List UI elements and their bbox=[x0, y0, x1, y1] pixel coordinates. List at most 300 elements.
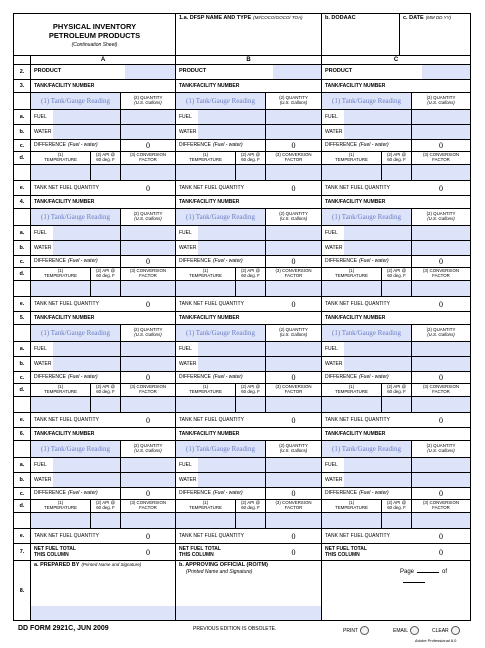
form-title-block bbox=[14, 14, 176, 55]
row-number: e. bbox=[14, 181, 31, 195]
product-label: PRODUCT bbox=[325, 68, 353, 75]
product-input[interactable] bbox=[422, 65, 470, 79]
difference-cell-b bbox=[176, 140, 322, 151]
difference-label bbox=[176, 488, 266, 499]
temp-header-cell-b bbox=[176, 384, 322, 396]
net-total-line1: NET FUEL TOTAL bbox=[34, 546, 76, 552]
conversion-input[interactable] bbox=[121, 513, 175, 528]
difference-label bbox=[322, 372, 412, 383]
factor-label: FACTOR bbox=[139, 157, 157, 162]
form-title-line1: PHYSICAL INVENTORY bbox=[52, 22, 137, 31]
temperature-input[interactable] bbox=[31, 281, 91, 296]
conversion-input[interactable] bbox=[266, 513, 321, 528]
temp-header-cell-c bbox=[322, 152, 470, 164]
conversion-input[interactable] bbox=[412, 281, 470, 296]
approving-label: b. APPROVING OFFICIAL (RO/TM) bbox=[179, 562, 268, 568]
difference-value: 0 bbox=[439, 373, 443, 382]
column-letters-row bbox=[14, 56, 470, 65]
conversion-header bbox=[121, 268, 175, 280]
water-quantity-input[interactable] bbox=[121, 473, 175, 487]
net-total-label bbox=[176, 544, 266, 560]
fuel-water-hint: (Fuel - water) bbox=[67, 374, 98, 380]
fuel-gauge-input[interactable] bbox=[53, 342, 121, 356]
temperature-input[interactable] bbox=[322, 165, 382, 180]
fuel-label: FUEL bbox=[325, 113, 338, 120]
fuel-water-hint: (Fuel - water) bbox=[212, 142, 243, 148]
water-label: WATER bbox=[34, 128, 52, 135]
water-quantity-input[interactable] bbox=[121, 125, 175, 139]
tank-net-cell-c bbox=[322, 529, 470, 543]
tank-net-cell-c bbox=[322, 413, 470, 427]
tank-net-row bbox=[14, 413, 470, 428]
water-quantity-input[interactable] bbox=[412, 241, 470, 255]
quantity-header bbox=[121, 209, 175, 225]
temperature-input[interactable] bbox=[322, 397, 382, 412]
api-input[interactable] bbox=[382, 281, 412, 296]
tank-facility-label: TANK/FACILITY NUMBER bbox=[179, 82, 240, 89]
tank-facility-label: TANK/FACILITY NUMBER bbox=[179, 198, 240, 205]
tank-facility-label: TANK/FACILITY NUMBER bbox=[179, 314, 240, 321]
difference-text: DIFFERENCE bbox=[325, 258, 357, 264]
api-header bbox=[236, 384, 266, 396]
conversion-label: (3) CONVERSION bbox=[422, 268, 460, 274]
date-label bbox=[400, 14, 470, 22]
conversion-input[interactable] bbox=[121, 165, 175, 180]
email-label: EMAIL bbox=[393, 627, 409, 634]
quantity-label: (2) QUANTITY bbox=[279, 95, 308, 101]
fuel-label: FUEL bbox=[325, 461, 338, 468]
tank-net-cell-a bbox=[31, 413, 176, 427]
factor-label: FACTOR bbox=[284, 389, 303, 394]
email-button[interactable] bbox=[393, 626, 419, 635]
difference-text: DIFFERENCE bbox=[179, 374, 211, 380]
temperature-num: (1) bbox=[202, 152, 209, 158]
column-letter-a: A bbox=[31, 56, 176, 64]
row-number: d. bbox=[14, 384, 31, 396]
fuel-quantity-input[interactable] bbox=[121, 226, 175, 240]
conversion-input[interactable] bbox=[412, 397, 470, 412]
net-total-line2: THIS COLUMN bbox=[325, 552, 360, 558]
api-input[interactable] bbox=[382, 513, 412, 528]
water-cell-c bbox=[322, 357, 470, 371]
water-quantity-input[interactable] bbox=[266, 357, 321, 371]
fuel-quantity-input[interactable] bbox=[266, 226, 321, 240]
water-gauge-input[interactable] bbox=[198, 473, 266, 487]
temperature-header bbox=[322, 500, 382, 512]
dfsp-name-field[interactable] bbox=[176, 14, 322, 55]
temperature-input[interactable] bbox=[176, 513, 236, 528]
water-gauge-input[interactable] bbox=[53, 473, 121, 487]
api-label: (2) API @ bbox=[240, 384, 261, 390]
fuel-cell-b bbox=[176, 110, 322, 124]
tank-gauge-reading-input[interactable]: (1) Tank/Gauge Reading bbox=[322, 93, 412, 109]
api-input[interactable] bbox=[91, 513, 121, 528]
us-gallons-label: (U.S. Gallons) bbox=[427, 216, 455, 221]
page-input[interactable] bbox=[417, 565, 439, 573]
tank-net-value: 0 bbox=[291, 415, 296, 425]
fuel-label: FUEL bbox=[179, 113, 192, 120]
difference-label bbox=[176, 256, 266, 267]
api-input[interactable] bbox=[91, 397, 121, 412]
tank-facility-row bbox=[14, 428, 470, 441]
water-gauge-input[interactable] bbox=[344, 241, 412, 255]
fuel-gauge-input[interactable] bbox=[198, 226, 266, 240]
quantity-header bbox=[412, 325, 470, 341]
dfsp-label-text: 1.a. DFSP NAME AND TYPE bbox=[179, 15, 252, 21]
water-cell-c bbox=[322, 473, 470, 487]
clear-radio-icon[interactable] bbox=[451, 626, 460, 635]
temperature-num: (1) bbox=[348, 500, 355, 506]
fuel-label: FUEL bbox=[325, 345, 338, 352]
quantity-header bbox=[412, 93, 470, 109]
us-gallons-label: (U.S. Gallons) bbox=[427, 332, 455, 337]
fuel-gauge-input[interactable] bbox=[53, 458, 121, 472]
quantity-label: (2) QUANTITY bbox=[426, 211, 456, 217]
water-cell-a bbox=[31, 125, 176, 139]
api-label: (2) API @ bbox=[386, 384, 407, 390]
quantity-label: (2) QUANTITY bbox=[279, 443, 308, 449]
api-label: (2) API @ bbox=[95, 500, 116, 506]
tank-net-row bbox=[14, 181, 470, 196]
quantity-label: (2) QUANTITY bbox=[426, 443, 456, 449]
fuel-quantity-input[interactable] bbox=[121, 110, 175, 124]
fuel-label: FUEL bbox=[34, 345, 47, 352]
api-input[interactable] bbox=[382, 397, 412, 412]
row-number: b. bbox=[14, 473, 31, 487]
net-fuel-total-row bbox=[14, 544, 470, 561]
difference-row bbox=[14, 256, 470, 268]
difference-cell-c bbox=[322, 256, 470, 267]
water-gauge-input[interactable] bbox=[198, 241, 266, 255]
difference-label bbox=[31, 488, 121, 499]
api-deg-label: 60 deg. F bbox=[96, 157, 115, 162]
temperature-input[interactable] bbox=[31, 513, 91, 528]
approving-input[interactable] bbox=[176, 606, 321, 620]
difference-cell-c bbox=[322, 372, 470, 383]
us-gallons-label: (U.S. Gallons) bbox=[427, 448, 455, 453]
quantity-label: (2) QUANTITY bbox=[133, 443, 163, 449]
water-gauge-input[interactable] bbox=[53, 357, 121, 371]
row-number bbox=[14, 325, 31, 341]
net-total-line2: THIS COLUMN bbox=[34, 552, 69, 558]
difference-value: 0 bbox=[291, 373, 296, 382]
row-number: 4. bbox=[14, 196, 31, 208]
water-cell-c bbox=[322, 125, 470, 139]
water-quantity-input[interactable] bbox=[266, 125, 321, 139]
temperature-label: TEMPERATURE bbox=[44, 505, 77, 510]
tank-gauge-reading-input[interactable]: (1) Tank/Gauge Reading bbox=[176, 441, 266, 457]
fuel-cell-a bbox=[31, 342, 176, 356]
clear-button[interactable] bbox=[432, 626, 460, 635]
tank-gauge-reading-input[interactable]: (1) Tank/Gauge Reading bbox=[176, 325, 266, 341]
tank-gauge-reading-input[interactable]: (1) Tank/Gauge Reading bbox=[31, 441, 121, 457]
temperature-input[interactable] bbox=[176, 165, 236, 180]
temperature-header bbox=[322, 268, 382, 280]
fuel-water-hint: (Fuel - water) bbox=[212, 374, 243, 380]
difference-value: 0 bbox=[291, 489, 296, 498]
tank-facility-label: TANK/FACILITY NUMBER bbox=[179, 430, 240, 437]
tank-net-value: 0 bbox=[291, 531, 296, 541]
temp-header-cell-c bbox=[322, 268, 470, 280]
difference-text: DIFFERENCE bbox=[34, 490, 66, 496]
api-header bbox=[91, 500, 121, 512]
fuel-cell-c bbox=[322, 458, 470, 472]
temp-input-cell-c bbox=[322, 165, 470, 180]
tank-facility-label: TANK/FACILITY NUMBER bbox=[34, 198, 95, 205]
net-total-line1: NET FUEL TOTAL bbox=[325, 546, 367, 552]
conversion-input[interactable] bbox=[266, 165, 321, 180]
fuel-gauge-input[interactable] bbox=[344, 458, 412, 472]
temperature-input[interactable] bbox=[176, 281, 236, 296]
gauge-header-cell-a bbox=[31, 209, 176, 225]
fuel-gauge-input[interactable] bbox=[198, 342, 266, 356]
api-input[interactable] bbox=[236, 513, 266, 528]
api-input[interactable] bbox=[91, 281, 121, 296]
water-cell-b bbox=[176, 357, 322, 371]
api-input[interactable] bbox=[236, 281, 266, 296]
row-number: 5. bbox=[14, 312, 31, 324]
temperature-header bbox=[176, 500, 236, 512]
difference-text: DIFFERENCE bbox=[325, 374, 357, 380]
gauge-header-cell-c bbox=[322, 209, 470, 225]
water-gauge-input[interactable] bbox=[198, 357, 266, 371]
row-number: a. bbox=[14, 226, 31, 240]
row-number: 7. bbox=[14, 544, 31, 560]
tank-net-cell-a bbox=[31, 181, 176, 195]
temperature-label: TEMPERATURE bbox=[44, 273, 77, 278]
temp-header-cell-a bbox=[31, 268, 176, 280]
water-quantity-input[interactable] bbox=[412, 125, 470, 139]
inventory-form bbox=[13, 13, 471, 621]
gauge-header-cell-c bbox=[322, 93, 470, 109]
fuel-quantity-input[interactable] bbox=[266, 342, 321, 356]
temperature-num: (1) bbox=[202, 500, 209, 506]
us-gallons-label: (U.S. Gallons) bbox=[279, 216, 308, 221]
difference-value: 0 bbox=[291, 141, 296, 150]
dodaac-field[interactable] bbox=[322, 14, 400, 55]
product-input[interactable] bbox=[125, 65, 175, 79]
product-cell-c bbox=[322, 65, 470, 79]
tank-gauge-reading-input[interactable]: (1) Tank/Gauge Reading bbox=[322, 325, 412, 341]
quantity-label: (2) QUANTITY bbox=[279, 327, 308, 333]
api-input[interactable] bbox=[236, 397, 266, 412]
tank-net-value: 0 bbox=[146, 531, 150, 541]
form-id: DD FORM 2921C, JUN 2009 bbox=[18, 625, 109, 632]
fuel-quantity-input[interactable] bbox=[412, 342, 470, 356]
difference-text: DIFFERENCE bbox=[179, 490, 211, 496]
water-quantity-input[interactable] bbox=[121, 241, 175, 255]
fuel-gauge-input[interactable] bbox=[344, 226, 412, 240]
difference-cell-b bbox=[176, 372, 322, 383]
tank-gauge-reading-input[interactable]: (1) Tank/Gauge Reading bbox=[176, 93, 266, 109]
temperature-header bbox=[31, 152, 91, 164]
tank-net-value: 0 bbox=[146, 415, 150, 425]
difference-text: DIFFERENCE bbox=[34, 142, 66, 148]
temperature-header bbox=[176, 152, 236, 164]
fuel-quantity-input[interactable] bbox=[266, 110, 321, 124]
fuel-quantity-input[interactable] bbox=[412, 110, 470, 124]
fuel-quantity-input[interactable] bbox=[266, 458, 321, 472]
net-total-cell-a bbox=[31, 544, 176, 560]
water-gauge-input[interactable] bbox=[53, 125, 121, 139]
fuel-row bbox=[14, 458, 470, 473]
api-header bbox=[236, 152, 266, 164]
conversion-input[interactable] bbox=[266, 281, 321, 296]
difference-row bbox=[14, 140, 470, 152]
tank-net-cell-b bbox=[176, 413, 322, 427]
water-quantity-input[interactable] bbox=[266, 241, 321, 255]
date-field[interactable] bbox=[400, 14, 470, 55]
fuel-quantity-input[interactable] bbox=[121, 458, 175, 472]
api-input[interactable] bbox=[382, 165, 412, 180]
temperature-input[interactable] bbox=[176, 397, 236, 412]
quantity-label: (2) QUANTITY bbox=[426, 95, 456, 101]
temperature-label: TEMPERATURE bbox=[335, 273, 368, 278]
prepared-by-cell bbox=[31, 561, 176, 620]
software-note: Adobe Professional 8.0 bbox=[415, 638, 457, 643]
tank-net-cell-b bbox=[176, 529, 322, 543]
tank-facility-cell-c bbox=[322, 312, 470, 324]
water-label: WATER bbox=[325, 360, 343, 367]
api-input[interactable] bbox=[236, 165, 266, 180]
fuel-cell-c bbox=[322, 342, 470, 356]
fuel-quantity-input[interactable] bbox=[121, 342, 175, 356]
tank-gauge-reading-input[interactable]: (1) Tank/Gauge Reading bbox=[31, 93, 121, 109]
tank-net-label: TANK NET FUEL QUANTITY bbox=[325, 300, 390, 307]
api-label: (2) API @ bbox=[386, 500, 407, 506]
water-gauge-input[interactable] bbox=[344, 125, 412, 139]
temperature-header bbox=[31, 384, 91, 396]
prepared-by-input[interactable] bbox=[31, 606, 175, 620]
tank-gauge-reading-input[interactable]: (1) Tank/Gauge Reading bbox=[176, 209, 266, 225]
factor-label: FACTOR bbox=[432, 505, 450, 510]
print-radio-icon[interactable] bbox=[360, 626, 369, 635]
water-gauge-input[interactable] bbox=[344, 473, 412, 487]
temperature-input[interactable] bbox=[322, 513, 382, 528]
row-number: b. bbox=[14, 357, 31, 371]
fuel-gauge-input[interactable] bbox=[53, 110, 121, 124]
temp-input-cell-b bbox=[176, 513, 322, 528]
water-cell-c bbox=[322, 241, 470, 255]
conversion-input[interactable] bbox=[412, 513, 470, 528]
row-number: 2. bbox=[14, 65, 31, 79]
conversion-label: (3) CONVERSION bbox=[422, 152, 460, 158]
temperature-num: (1) bbox=[57, 268, 64, 274]
fuel-water-hint: (Fuel - water) bbox=[67, 142, 98, 148]
water-gauge-input[interactable] bbox=[53, 241, 121, 255]
water-quantity-input[interactable] bbox=[121, 357, 175, 371]
conversion-input[interactable] bbox=[121, 281, 175, 296]
temperature-input[interactable] bbox=[31, 165, 91, 180]
water-label: WATER bbox=[179, 360, 197, 367]
water-row bbox=[14, 473, 470, 488]
api-input[interactable] bbox=[91, 165, 121, 180]
product-input[interactable] bbox=[273, 65, 321, 79]
difference-label bbox=[322, 140, 412, 151]
water-quantity-input[interactable] bbox=[266, 473, 321, 487]
net-total-value: 0 bbox=[439, 547, 443, 557]
dfsp-label bbox=[176, 14, 321, 22]
fuel-gauge-input[interactable] bbox=[198, 110, 266, 124]
email-radio-icon[interactable] bbox=[410, 626, 419, 635]
row-number: d. bbox=[14, 500, 31, 512]
row-number: a. bbox=[14, 458, 31, 472]
tank-gauge-reading-input[interactable]: (1) Tank/Gauge Reading bbox=[322, 209, 412, 225]
conversion-input[interactable] bbox=[412, 165, 470, 180]
net-total-line1: NET FUEL TOTAL bbox=[179, 546, 221, 552]
tank-gauge-reading-input[interactable]: (1) Tank/Gauge Reading bbox=[31, 209, 121, 225]
tank-facility-cell-b bbox=[176, 312, 322, 324]
api-header bbox=[236, 500, 266, 512]
row-number: d. bbox=[14, 268, 31, 280]
fuel-quantity-input[interactable] bbox=[412, 458, 470, 472]
temperature-input[interactable] bbox=[322, 281, 382, 296]
temperature-num: (1) bbox=[348, 152, 355, 158]
tank-gauge-reading-input[interactable]: (1) Tank/Gauge Reading bbox=[31, 325, 121, 341]
gauge-header-row bbox=[14, 325, 470, 342]
temperature-input[interactable] bbox=[31, 397, 91, 412]
page-total-input[interactable] bbox=[403, 575, 425, 583]
water-gauge-input[interactable] bbox=[344, 357, 412, 371]
page-label: Page bbox=[400, 569, 415, 575]
water-label: WATER bbox=[34, 476, 52, 483]
fuel-water-hint: (Fuel - water) bbox=[212, 258, 243, 264]
tank-net-row bbox=[14, 529, 470, 544]
quantity-label: (2) QUANTITY bbox=[426, 327, 456, 333]
conversion-header bbox=[121, 500, 175, 512]
water-quantity-input[interactable] bbox=[412, 473, 470, 487]
water-gauge-input[interactable] bbox=[198, 125, 266, 139]
fuel-cell-b bbox=[176, 342, 322, 356]
fuel-label: FUEL bbox=[325, 229, 338, 236]
conversion-input[interactable] bbox=[121, 397, 175, 412]
conversion-input[interactable] bbox=[266, 397, 321, 412]
fuel-quantity-input[interactable] bbox=[412, 226, 470, 240]
conversion-label: (3) CONVERSION bbox=[129, 500, 167, 506]
tank-facility-cell-c bbox=[322, 196, 470, 208]
fuel-gauge-input[interactable] bbox=[344, 110, 412, 124]
api-header bbox=[91, 384, 121, 396]
header-row bbox=[14, 14, 470, 56]
fuel-cell-c bbox=[322, 110, 470, 124]
row-number: d. bbox=[14, 152, 31, 164]
fuel-gauge-input[interactable] bbox=[198, 458, 266, 472]
print-button[interactable] bbox=[343, 626, 369, 635]
tank-facility-cell-a bbox=[31, 428, 176, 440]
water-cell-a bbox=[31, 241, 176, 255]
temp-input-cell-a bbox=[31, 397, 176, 412]
temp-header-cell-b bbox=[176, 152, 322, 164]
api-label: (2) API @ bbox=[95, 384, 116, 390]
difference-cell-a bbox=[31, 372, 176, 383]
fuel-gauge-input[interactable] bbox=[53, 226, 121, 240]
fuel-gauge-input[interactable] bbox=[344, 342, 412, 356]
tank-net-cell-b bbox=[176, 297, 322, 311]
tank-net-cell-a bbox=[31, 297, 176, 311]
product-cell-b bbox=[176, 65, 322, 79]
temperature-label: TEMPERATURE bbox=[335, 157, 368, 162]
tank-facility-label: TANK/FACILITY NUMBER bbox=[34, 314, 95, 321]
product-label: PRODUCT bbox=[179, 68, 207, 75]
tank-net-label: TANK NET FUEL QUANTITY bbox=[34, 532, 99, 539]
row-number: c. bbox=[14, 140, 31, 151]
gauge-header-cell-c bbox=[322, 441, 470, 457]
difference-text: DIFFERENCE bbox=[179, 142, 211, 148]
tank-facility-cell-a bbox=[31, 312, 176, 324]
tank-gauge-reading-input[interactable]: (1) Tank/Gauge Reading bbox=[322, 441, 412, 457]
water-quantity-input[interactable] bbox=[412, 357, 470, 371]
date-label-text: c. DATE bbox=[403, 15, 424, 21]
